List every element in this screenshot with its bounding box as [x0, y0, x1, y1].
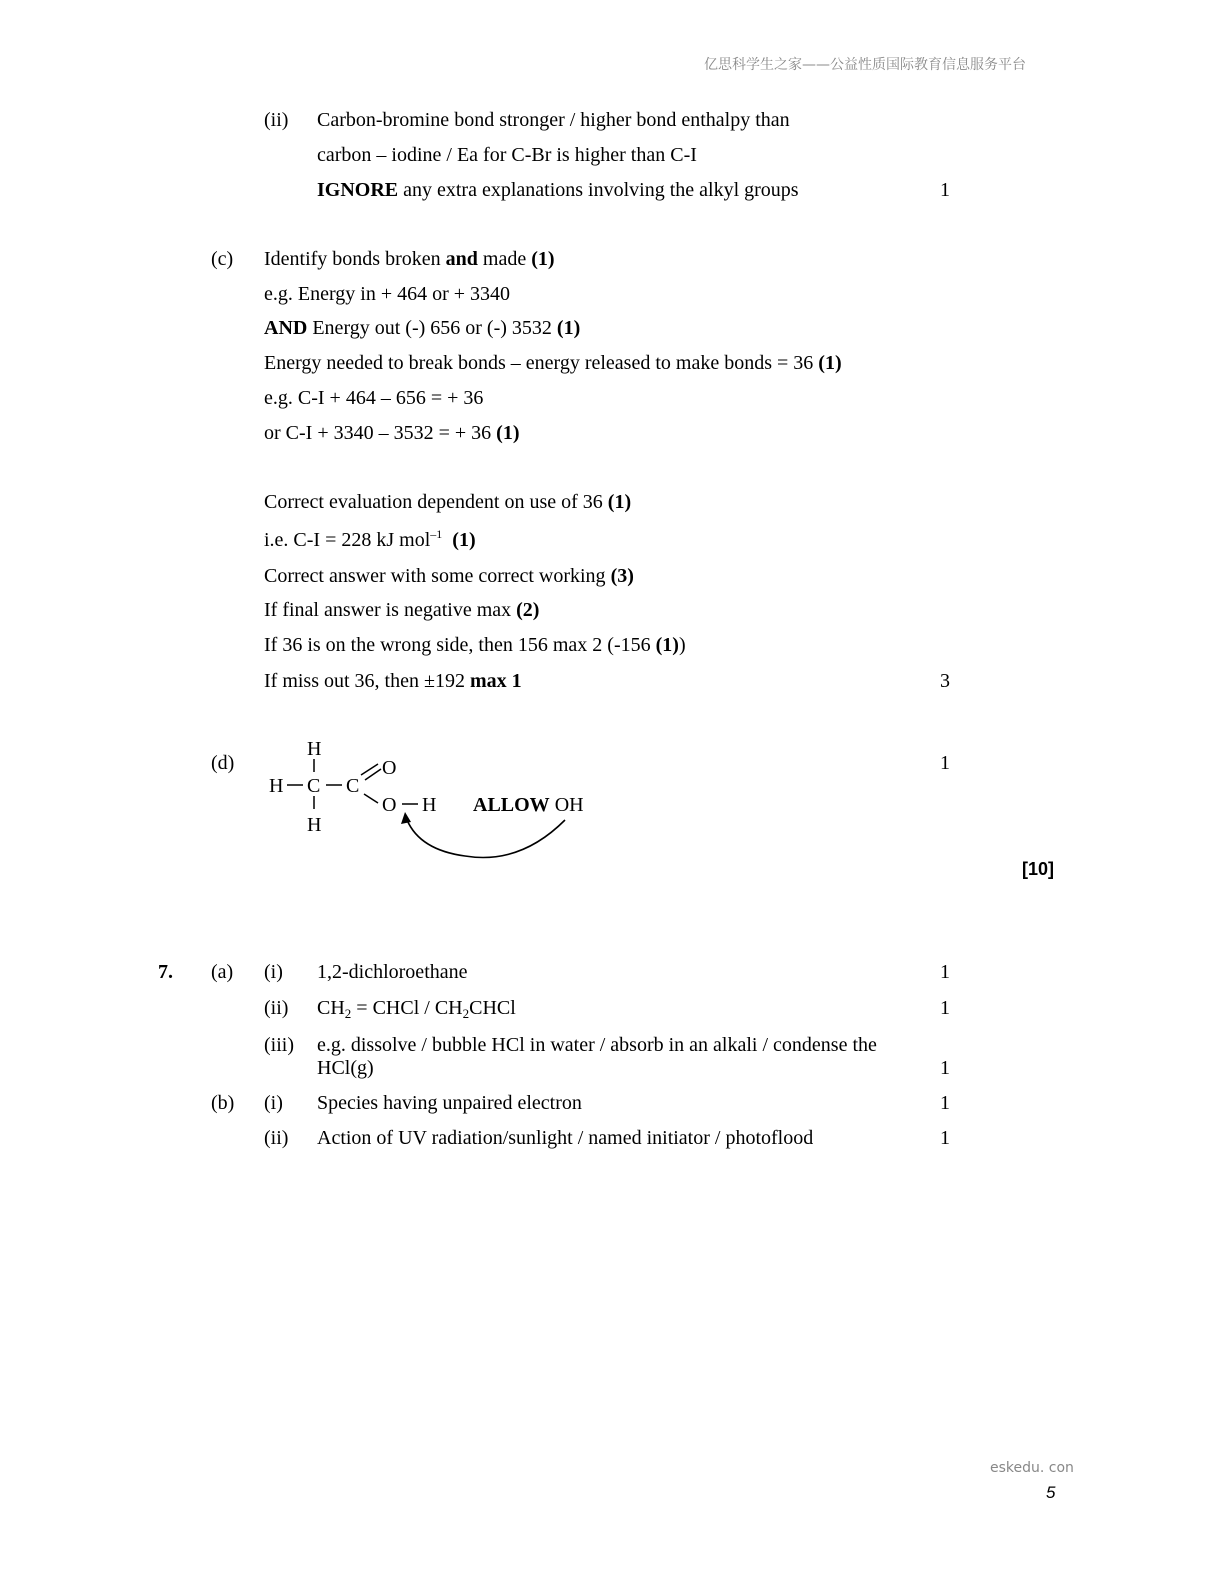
atom-c1: C [307, 775, 321, 797]
answer-text: Energy needed to break bonds – energy released to make bonds = 36 [264, 352, 819, 374]
part-label: (ii) [264, 109, 289, 131]
subpart-label: (ii) [264, 997, 289, 1019]
subpart-label: (i) [264, 1092, 283, 1114]
footer-site: eskedu. con [990, 1460, 1074, 1476]
allow-note [473, 793, 584, 817]
question-number: 7. [158, 961, 173, 983]
bold-text: and [445, 248, 478, 270]
answer-text: OH [549, 794, 584, 816]
mark-value: 1 [940, 179, 950, 201]
bold-text: ALLOW [473, 794, 550, 816]
part-label: (d) [211, 752, 235, 774]
answer-text: If 36 is on the wrong side, then 156 max 2 (-156 [264, 634, 656, 656]
mark-value: 3 [940, 670, 950, 692]
subpart-label: (iii) [264, 1034, 294, 1056]
answer-text: Correct answer with some correct working [264, 565, 611, 587]
keyword-ignore: IGNORE [317, 179, 399, 201]
curved-arrow [401, 812, 565, 858]
mark-value: 1 [940, 1057, 950, 1079]
answer-line [317, 996, 516, 1020]
answer-text: Correct evaluation dependent on use of 36 [264, 491, 608, 513]
atom-h-acid: H [422, 794, 437, 816]
answer-text: made [477, 248, 532, 270]
mark-point: (2) [516, 599, 540, 621]
part-label: (a) [211, 961, 234, 983]
answer-line: HCl(g) [317, 1057, 374, 1079]
mark-point: (1) [556, 317, 581, 339]
answer-line: e.g. Energy in + 464 or + 3340 [264, 283, 511, 305]
header-watermark: 亿思科学生之家——公益性质国际教育信息服务平台 [704, 57, 1026, 73]
part-label: (b) [211, 1092, 235, 1114]
answer-text: Identify bonds broken [264, 248, 446, 270]
bold-text: AND [264, 317, 308, 339]
answer-line: Carbon-bromine bond stronger / higher bond enthalpy than [317, 109, 790, 131]
answer-line: Species having unpaired electron [317, 1092, 582, 1114]
answer-text: If final answer is negative max [264, 599, 517, 621]
mark-value: 1 [940, 752, 950, 774]
mark-value: 1 [940, 1092, 950, 1114]
subpart-label: (i) [264, 961, 283, 983]
answer-line: 1,2-dichloroethane [317, 961, 468, 983]
answer-text: i.e. C-I = 228 kJ mol [264, 529, 431, 551]
bold-text: max 1 [469, 670, 522, 692]
formula-text: CH [317, 997, 345, 1019]
answer-text: Energy out (-) 656 or (-) 3532 [307, 317, 557, 339]
atom-h-top: H [307, 738, 322, 760]
mark-point: (3) [610, 565, 634, 587]
mark-point: (1) [531, 248, 555, 270]
answer-text: If miss out 36, then ±192 [264, 670, 470, 692]
mark-point: (1) [607, 491, 632, 513]
atom-h-left: H [269, 775, 284, 797]
mark-point: (1) [496, 422, 520, 444]
part-label: (c) [211, 248, 234, 270]
answer-line: Action of UV radiation/sunlight / named initiator / photoflood [317, 1127, 814, 1149]
question-total: [10] [1022, 859, 1055, 879]
answer-text: ) [678, 634, 686, 656]
subpart-label: (ii) [264, 1127, 289, 1149]
bond-line [364, 794, 378, 803]
mark-point: (1) [655, 634, 679, 656]
formula-text: CHCl [469, 997, 516, 1019]
subscript: 2 [344, 1006, 352, 1021]
mark-value: 1 [940, 997, 950, 1019]
superscript: –1 [430, 527, 443, 541]
answer-text: any extra explanations involving the alkyl groups [398, 179, 799, 201]
atom-o-double: O [382, 757, 397, 779]
mark-value: 1 [940, 961, 950, 983]
page-number: 5 [1046, 1483, 1056, 1502]
atom-h-bottom: H [307, 814, 322, 836]
answer-text: or C-I + 3340 – 3532 = + 36 [264, 422, 497, 444]
atom-c2: C [346, 775, 360, 797]
atom-o-single: O [382, 794, 397, 816]
formula-text: = CHCl / CH [351, 997, 463, 1019]
mark-value: 1 [940, 1127, 950, 1149]
mark-point: (1) [452, 529, 476, 551]
subscript: 2 [462, 1006, 470, 1021]
answer-line: carbon – iodine / Ea for C-Br is higher than C-I [317, 144, 697, 166]
answer-line: e.g. dissolve / bubble HCl in water / absorb in an alkali / condense the [317, 1034, 877, 1056]
mark-point: (1) [818, 352, 842, 374]
answer-line: e.g. C-I + 464 – 656 = + 36 [264, 387, 484, 409]
